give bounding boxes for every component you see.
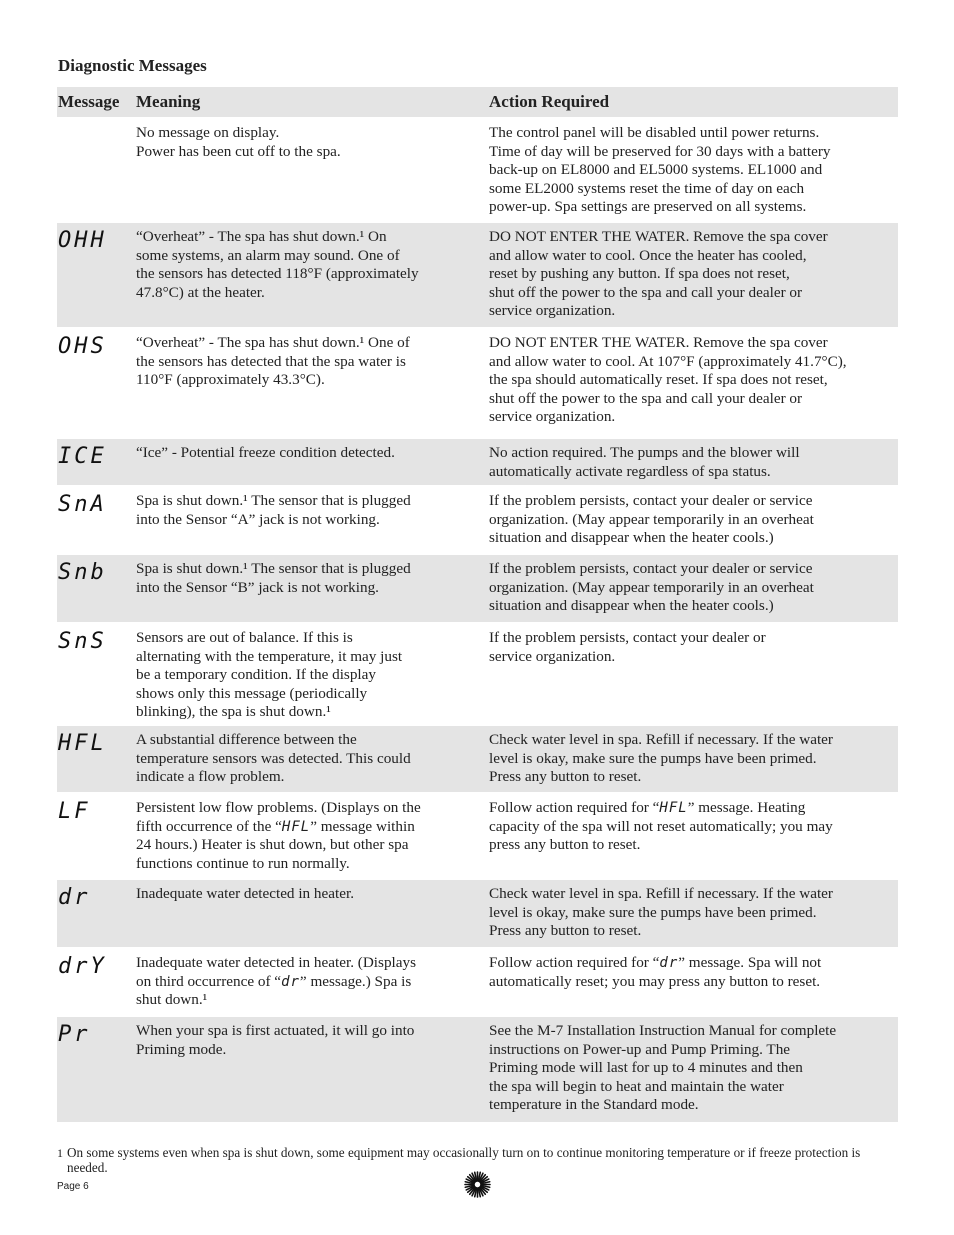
action-line: If the problem persists, contact your dealer or service (489, 492, 813, 509)
lcd-code-text: HFL (58, 731, 107, 756)
action-line: instructions on Power-up and Pump Priming. The (489, 1040, 791, 1058)
action-line: the spa should automatically reset. If spa does not reset, (489, 371, 828, 389)
action-cell (489, 878, 898, 947)
lcd-code-text: SnA (58, 492, 107, 517)
inline-lcd-code: HFL (281, 818, 311, 835)
meaning-cell (136, 117, 489, 221)
sunburst-logo-icon (464, 1171, 491, 1198)
action-line: press any button to reset. (489, 836, 641, 854)
footnote-mark: 1 (57, 1146, 63, 1160)
action-cell (489, 221, 898, 327)
table-row (57, 221, 898, 327)
action-line: Follow action required for “HFL” message. Heating (489, 799, 806, 816)
meaning-line: indicate a flow problem. (136, 768, 285, 786)
action-line: some EL2000 systems reset the time of day on each (489, 179, 805, 197)
message-code (57, 553, 136, 622)
action-line: level is okay, make sure the pumps have been primed. (489, 903, 817, 921)
table-row (57, 947, 898, 1015)
meaning-line: Sensors are out of balance. If this is (136, 629, 353, 646)
message-code (57, 117, 136, 221)
table-row (57, 553, 898, 622)
lcd-code-text: drY (58, 954, 107, 979)
action-cell (489, 724, 898, 792)
meaning-line: shows only this message (periodically (136, 684, 368, 702)
header-message: Message (57, 87, 136, 117)
lcd-code-text: OHH (58, 228, 107, 253)
action-line: organization. (May appear temporarily in an overheat (489, 578, 814, 596)
meaning-cell (136, 221, 489, 327)
meaning-line: Spa is shut down.¹ The sensor that is plugged (136, 492, 411, 509)
action-line: Press any button to reset. (489, 768, 642, 786)
meaning-line: “Ice” - Potential freeze condition detected. (136, 444, 395, 461)
action-line: If the problem persists, contact your dealer or (489, 629, 766, 646)
action-line: service organization. (489, 408, 616, 426)
meaning-line: Persistent low flow problems. (Displays on the (136, 799, 421, 816)
action-line: service organization. (489, 302, 616, 320)
meaning-line: the sensors has detected 118°F (approximately (136, 265, 419, 283)
table-row (57, 724, 898, 792)
meaning-line: alternating with the temperature, it may just (136, 647, 403, 665)
action-line: Press any button to reset. (489, 922, 642, 940)
lcd-code-text: Pr (58, 1022, 91, 1047)
table-row (57, 327, 898, 437)
meaning-cell (136, 792, 489, 878)
action-line: If the problem persists, contact your dealer or service (489, 560, 813, 577)
diagnostic-table (57, 87, 898, 1122)
action-cell (489, 117, 898, 221)
meaning-line: the sensors has detected that the spa water is (136, 352, 406, 370)
meaning-line: into the Sensor “A” jack is not working. (136, 510, 380, 528)
action-line: power-up. Spa settings are preserved on all systems. (489, 198, 807, 216)
inline-lcd-code: dr (659, 955, 679, 971)
action-line: Check water level in spa. Refill if necessary. If the water (489, 731, 833, 748)
lcd-code-text: SnS (58, 629, 107, 654)
meaning-line: 24 hours.) Heater is shut down, but other spa (136, 836, 409, 854)
meaning-line: When your spa is first actuated, it will go into (136, 1022, 415, 1039)
meaning-line: Inadequate water detected in heater. (Displays (136, 954, 416, 971)
message-code (57, 622, 136, 724)
meaning-line: Inadequate water detected in heater. (136, 885, 354, 902)
meaning-line: No message on display. (136, 124, 280, 141)
meaning-line: “Overheat” - The spa has shut down.¹ On (136, 228, 387, 245)
lcd-code-text: LF (58, 799, 91, 824)
action-line: Time of day will be preserved for 30 days with a battery (489, 142, 831, 160)
inline-lcd-code: HFL (659, 800, 688, 816)
meaning-line: functions continue to run normally. (136, 854, 350, 872)
action-line: back-up on EL8000 and EL5000 systems. EL1000 and (489, 161, 823, 179)
message-code (57, 792, 136, 878)
action-cell (489, 1015, 898, 1122)
table-header-row (57, 87, 898, 117)
action-cell (489, 437, 898, 485)
action-line: DO NOT ENTER THE WATER. Remove the spa cover (489, 334, 828, 351)
meaning-line: some systems, an alarm may sound. One of (136, 246, 400, 264)
action-line: level is okay, make sure the pumps have been primed. (489, 749, 817, 767)
message-code (57, 1015, 136, 1122)
meaning-cell (136, 553, 489, 622)
meaning-line: Power has been cut off to the spa. (136, 142, 341, 160)
action-line: reset by pushing any button. If spa does not reset, (489, 265, 790, 283)
meaning-cell (136, 1015, 489, 1122)
action-cell (489, 792, 898, 878)
message-code (57, 947, 136, 1015)
action-line: shut off the power to the spa and call your dealer or (489, 283, 803, 301)
action-cell (489, 327, 898, 437)
lcd-code-text: OHS (58, 334, 107, 359)
meaning-cell (136, 327, 489, 437)
table-row (57, 878, 898, 947)
meaning-line: “Overheat” - The spa has shut down.¹ One of (136, 334, 410, 351)
meaning-line: temperature sensors was detected. This could (136, 749, 411, 767)
message-code (57, 221, 136, 327)
meaning-line: blinking), the spa is shut down.¹ (136, 703, 331, 721)
meaning-line: be a temporary condition. If the display (136, 666, 376, 684)
meaning-line: shut down.¹ (136, 991, 208, 1009)
action-line: automatically activate regardless of spa status. (489, 462, 771, 480)
action-line: the spa will begin to heat and maintain the water (489, 1077, 784, 1095)
action-line: Check water level in spa. Refill if necessary. If the water (489, 885, 833, 902)
table-row (57, 437, 898, 485)
action-line: shut off the power to the spa and call your dealer or (489, 389, 803, 407)
action-line: The control panel will be disabled until power returns. (489, 124, 820, 141)
action-line: and allow water to cool. Once the heater has cooled, (489, 246, 807, 264)
action-line: Priming mode will last for up to 4 minutes and then (489, 1059, 803, 1077)
meaning-line: into the Sensor “B” jack is not working. (136, 578, 379, 596)
meaning-cell (136, 485, 489, 553)
action-line: No action required. The pumps and the blower will (489, 444, 800, 461)
action-line: See the M-7 Installation Instruction Manual for complete (489, 1022, 837, 1039)
action-cell (489, 947, 898, 1015)
table-row (57, 622, 898, 724)
inline-lcd-code: dr (281, 973, 300, 990)
meaning-line: 110°F (approximately 43.3°C). (136, 371, 325, 389)
action-line: temperature in the Standard mode. (489, 1096, 699, 1114)
action-line: situation and disappear when the heater cools.) (489, 529, 774, 547)
table-row (57, 117, 898, 221)
message-code (57, 878, 136, 947)
meaning-line: Priming mode. (136, 1040, 227, 1058)
footnote-text: On some systems even when spa is shut down, some equipment may occasionally turn on to continue monitoring temperature or if freeze protection is needed. (67, 1145, 861, 1175)
meaning-line: Spa is shut down.¹ The sensor that is plugged (136, 560, 411, 577)
meaning-cell (136, 878, 489, 947)
lcd-code-text: ICE (58, 444, 107, 469)
table-row (57, 1015, 898, 1122)
action-line: automatically reset; you may press any button to reset. (489, 972, 821, 990)
header-meaning: Meaning (136, 87, 489, 117)
action-cell (489, 622, 898, 724)
meaning-cell (136, 437, 489, 485)
action-line: capacity of the spa will not reset automatically; you may (489, 817, 833, 835)
lcd-code-text: dr (58, 885, 91, 910)
meaning-line: A substantial difference between the (136, 731, 357, 748)
meaning-cell (136, 947, 489, 1015)
meaning-line: fifth occurrence of the “HFL” message within (136, 817, 415, 835)
action-line: situation and disappear when the heater cools.) (489, 597, 774, 615)
meaning-line: on third occurrence of “dr” message.) Spa is (136, 972, 412, 990)
table-body (57, 117, 898, 1122)
meaning-cell (136, 724, 489, 792)
page-number: Page 6 (57, 1181, 89, 1192)
meaning-cell (136, 622, 489, 724)
message-code (57, 724, 136, 792)
message-code (57, 327, 136, 437)
action-cell (489, 553, 898, 622)
action-line: organization. (May appear temporarily in an overheat (489, 510, 814, 528)
action-line: DO NOT ENTER THE WATER. Remove the spa cover (489, 228, 828, 245)
table-row (57, 792, 898, 878)
lcd-code-text: Snb (58, 560, 107, 585)
meaning-line: 47.8°C) at the heater. (136, 283, 265, 301)
action-line: and allow water to cool. At 107°F (approximately 41.7°C), (489, 352, 847, 370)
table-row (57, 485, 898, 553)
header-action: Action Required (489, 87, 898, 117)
message-code (57, 437, 136, 485)
action-cell (489, 485, 898, 553)
action-line: service organization. (489, 647, 616, 665)
section-title: Diagnostic Messages (58, 56, 207, 75)
message-code (57, 485, 136, 553)
action-line: Follow action required for “dr” message. Spa will not (489, 954, 822, 971)
